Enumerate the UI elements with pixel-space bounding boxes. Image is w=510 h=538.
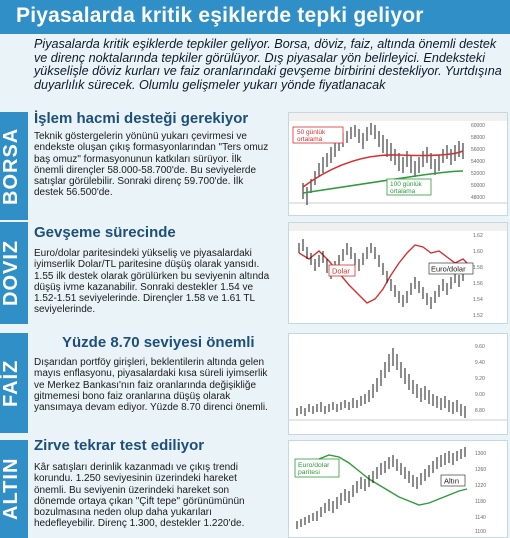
side-band-doviz [0, 222, 28, 324]
section-body-doviz: Euro/dolar paritesindeki yükseliş ve piyasalardaki iyimserlik Dolar/TL paritesine düşüş olarak yansıdı. 1.55 ilk destek olarak görülürken bu seviyenin altında düşüş ivme kazanabilir. Sonraki destekler 1.54 ve 1.52-1.51 seviyelerinde. Dirençler 1.58 ve 1.61 TL seviyelerinde. [34, 248, 270, 316]
section-body-faiz: Dışarıdan portföy girişleri, beklentilerin altında gelen mayıs enflasyonu, piyasalardaki kısa süreli iyimserlik ve Merkez Bankası'nın faiz oranlarında değişikliğe gitmemesi bono faiz oranlarına düşüş olarak yansımaya devam ediyor. Yüzde 8.70 direnci önemli. [34, 357, 268, 414]
chart-borsa-label-ma100: 100 günlük ortalama [390, 181, 422, 195]
svg-text:9.40: 9.40 [475, 360, 485, 366]
chart-faiz [288, 333, 508, 435]
svg-text:1140: 1140 [475, 515, 486, 521]
svg-text:1.56: 1.56 [473, 281, 483, 287]
svg-text:9.20: 9.20 [475, 376, 485, 382]
intro-text: Piyasalarda kritik eşiklerde tepkiler geliyor. Borsa, döviz, faiz, altında önemli destek ve direnç noktalarında tepkiler görülüyor. Dış piyasalar yön belirleyici. Endeksteki yükselişle döviz kurları ve faiz oranlarındaki gevşeme birbirini destekliyor. Yurtdışına duyarlılık sürecek. Olumlu gelişmeler yukarı yönde fiyatlanacak [34, 37, 502, 92]
section-heading-borsa: İşlem hacmi desteği gerekiyor [34, 110, 249, 127]
chart-doviz-label-eurodolar: Euro/dolar [431, 264, 466, 274]
svg-text:9.00: 9.00 [475, 392, 485, 398]
chart-altin-label-eurodolar: Euro/dolar paritesi [298, 462, 330, 476]
side-label-faiz: FAİZ [0, 359, 22, 407]
title-bar [0, 0, 510, 34]
chart-faiz-svg [289, 334, 507, 434]
chart-altin-svg [289, 441, 507, 537]
side-band-faiz [0, 333, 28, 433]
side-label-borsa: BORSA [0, 127, 22, 205]
section-heading-altin: Zirve tekrar test ediliyor [34, 437, 205, 454]
svg-text:1180: 1180 [475, 499, 486, 505]
side-band-altin [0, 440, 28, 538]
chart-borsa-ma100 [303, 171, 463, 193]
svg-text:1220: 1220 [475, 483, 487, 489]
svg-text:1.62: 1.62 [473, 233, 483, 239]
svg-text:1.58: 1.58 [473, 265, 483, 271]
svg-text:1.54: 1.54 [473, 297, 483, 303]
svg-text:1300: 1300 [475, 451, 487, 457]
section-heading-faiz: Yüzde 8.70 seviyesi önemli [62, 334, 255, 351]
chart-borsa [288, 112, 508, 216]
section-body-altin: Kâr satışları derinlik kazanmadı ve çıkış trendi korundu. 1.250 seviyesinin üzerindeki hareket önemli. Bu seviyenin üzerindeki hareket son dönemde ortaya çıkan "Çift tepe" görünümünün bozulmasına neden olup daha yukarıları hedefleyebilir. Direnç 1.300, destekler 1.220'de. [34, 462, 245, 530]
svg-text:9.60: 9.60 [475, 344, 485, 350]
svg-text:8.80: 8.80 [475, 408, 485, 414]
chart-doviz-svg [289, 223, 507, 323]
chart-doviz-label-dolar: Dolar [332, 266, 350, 276]
chart-doviz [288, 222, 508, 324]
section-body-borsa: Teknik göstergelerin yönünü yukarı çevirmesi ve endekste oluşan çıkış formasyonlarından "Ters omuz baş omuz" formasyonunun katkıları sürüyor. İlk önemli dirençler 58.000-58.700'de. Bu seviyelerde satışlar görülebilir. Sonraki direnç 59.700'de. İlk destek 56.500'de. [34, 131, 269, 199]
chart-borsa-label-ma50: 50 günlük ortalama [297, 129, 326, 143]
svg-text:56000: 56000 [471, 147, 485, 153]
svg-text:54000: 54000 [471, 159, 485, 165]
chart-altin [288, 440, 508, 538]
svg-text:1.52: 1.52 [473, 313, 483, 319]
svg-text:1100: 1100 [475, 529, 486, 535]
svg-text:50000: 50000 [471, 183, 485, 189]
chart-altin-label-altin: Altın [444, 476, 460, 486]
chart-borsa-svg [289, 113, 507, 215]
section-heading-doviz: Gevşeme sürecinde [34, 224, 176, 241]
svg-text:1260: 1260 [475, 467, 487, 473]
chart-faiz-bars [297, 348, 465, 418]
svg-text:60000: 60000 [471, 123, 485, 129]
side-label-altin: ALTIN [0, 457, 22, 521]
svg-text:58000: 58000 [471, 135, 485, 141]
side-label-doviz: DOVIZ [0, 239, 22, 307]
svg-text:52000: 52000 [471, 171, 485, 177]
side-band-borsa [0, 112, 28, 220]
svg-text:48000: 48000 [471, 195, 485, 201]
svg-text:1.60: 1.60 [473, 249, 483, 255]
page-title: Piyasalarda kritik eşiklerde tepki geliyor [16, 4, 424, 27]
